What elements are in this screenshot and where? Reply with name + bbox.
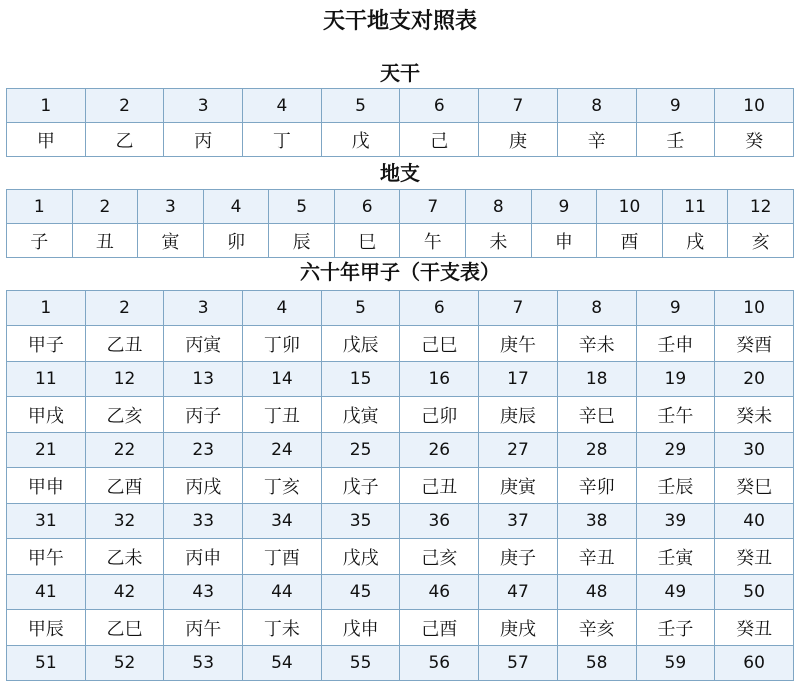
jiazi-name-row: [7, 539, 794, 575]
number-cell: 52: [85, 646, 164, 681]
name-cell: 癸巳: [715, 468, 794, 504]
number-cell: 51: [7, 646, 86, 681]
number-cell: 32: [85, 504, 164, 539]
name-cell: 庚辰: [479, 397, 558, 433]
name-cell: 辛丑: [557, 539, 636, 575]
number-cell: 54: [243, 646, 322, 681]
number-cell: 31: [7, 504, 86, 539]
number-cell: 19: [636, 362, 715, 397]
name-cell: 甲子: [7, 326, 86, 362]
number-cell: 10: [597, 190, 663, 224]
dizhi-table: [6, 189, 794, 258]
name-cell: 戊辰: [321, 326, 400, 362]
number-cell: 17: [479, 362, 558, 397]
name-cell: 庚午: [479, 326, 558, 362]
number-cell: 34: [243, 504, 322, 539]
name-cell: 丙子: [164, 397, 243, 433]
name-cell: 丙寅: [164, 326, 243, 362]
name-cell: 己: [400, 123, 479, 157]
jiazi-name-row: [7, 610, 794, 646]
number-cell: 26: [400, 433, 479, 468]
jiazi-number-row: [7, 433, 794, 468]
number-cell: 24: [243, 433, 322, 468]
number-cell: 11: [7, 362, 86, 397]
number-cell: 38: [557, 504, 636, 539]
number-cell: 15: [321, 362, 400, 397]
number-cell: 35: [321, 504, 400, 539]
name-cell: 辛巳: [557, 397, 636, 433]
number-cell: 22: [85, 433, 164, 468]
name-cell: 庚寅: [479, 468, 558, 504]
number-cell: 48: [557, 575, 636, 610]
dizhi-number-row: [7, 190, 794, 224]
number-cell: 3: [164, 89, 243, 123]
name-cell: 丙: [164, 123, 243, 157]
jiazi-number-row: [7, 362, 794, 397]
number-cell: 53: [164, 646, 243, 681]
number-cell: 9: [531, 190, 597, 224]
tiangan-number-row: [7, 89, 794, 123]
name-cell: 癸丑: [715, 539, 794, 575]
number-cell: 4: [243, 89, 322, 123]
name-cell: 辛卯: [557, 468, 636, 504]
name-cell: 辛亥: [557, 610, 636, 646]
name-cell: 戌: [662, 224, 728, 258]
number-cell: 44: [243, 575, 322, 610]
name-cell: 未: [466, 224, 532, 258]
number-cell: 28: [557, 433, 636, 468]
number-cell: 47: [479, 575, 558, 610]
tiangan-table: [6, 88, 794, 157]
name-cell: 乙: [85, 123, 164, 157]
number-cell: 20: [715, 362, 794, 397]
number-cell: 5: [321, 291, 400, 326]
name-cell: 甲: [7, 123, 86, 157]
jiazi-number-row: [7, 504, 794, 539]
tiangan-char-row: [7, 123, 794, 157]
jiazi-number-row: [7, 575, 794, 610]
number-cell: 14: [243, 362, 322, 397]
name-cell: 甲午: [7, 539, 86, 575]
jiazi-number-row: [7, 646, 794, 681]
number-cell: 56: [400, 646, 479, 681]
number-cell: 7: [479, 291, 558, 326]
name-cell: 癸酉: [715, 326, 794, 362]
name-cell: 癸丑: [715, 610, 794, 646]
name-cell: 戊寅: [321, 397, 400, 433]
number-cell: 40: [715, 504, 794, 539]
number-cell: 6: [400, 291, 479, 326]
name-cell: 戊: [321, 123, 400, 157]
name-cell: 子: [7, 224, 73, 258]
number-cell: 11: [662, 190, 728, 224]
number-cell: 33: [164, 504, 243, 539]
number-cell: 58: [557, 646, 636, 681]
number-cell: 10: [715, 89, 794, 123]
name-cell: 申: [531, 224, 597, 258]
name-cell: 巳: [334, 224, 400, 258]
name-cell: 丁卯: [243, 326, 322, 362]
name-cell: 辛: [557, 123, 636, 157]
number-cell: 49: [636, 575, 715, 610]
number-cell: 2: [85, 89, 164, 123]
name-cell: 丙申: [164, 539, 243, 575]
number-cell: 8: [557, 291, 636, 326]
name-cell: 甲戌: [7, 397, 86, 433]
name-cell: 午: [400, 224, 466, 258]
name-cell: 亥: [728, 224, 794, 258]
number-cell: 41: [7, 575, 86, 610]
number-cell: 4: [243, 291, 322, 326]
number-cell: 12: [85, 362, 164, 397]
name-cell: 庚子: [479, 539, 558, 575]
name-cell: 卯: [203, 224, 269, 258]
name-cell: 酉: [597, 224, 663, 258]
name-cell: 寅: [138, 224, 204, 258]
number-cell: 13: [164, 362, 243, 397]
number-cell: 42: [85, 575, 164, 610]
name-cell: 庚戌: [479, 610, 558, 646]
number-cell: 37: [479, 504, 558, 539]
number-cell: 5: [321, 89, 400, 123]
number-cell: 43: [164, 575, 243, 610]
number-cell: 1: [7, 89, 86, 123]
number-cell: 1: [7, 190, 73, 224]
name-cell: 丁: [243, 123, 322, 157]
name-cell: 戊子: [321, 468, 400, 504]
number-cell: 57: [479, 646, 558, 681]
number-cell: 27: [479, 433, 558, 468]
jiazi-name-row: [7, 468, 794, 504]
number-cell: 7: [400, 190, 466, 224]
number-cell: 60: [715, 646, 794, 681]
name-cell: 辰: [269, 224, 335, 258]
name-cell: 壬午: [636, 397, 715, 433]
name-cell: 丁亥: [243, 468, 322, 504]
name-cell: 乙未: [85, 539, 164, 575]
number-cell: 29: [636, 433, 715, 468]
number-cell: 7: [479, 89, 558, 123]
number-cell: 6: [334, 190, 400, 224]
dizhi-heading: 地支: [380, 161, 420, 185]
number-cell: 12: [728, 190, 794, 224]
jiazi-heading: 六十年甲子（干支表）: [300, 260, 500, 284]
number-cell: 10: [715, 291, 794, 326]
name-cell: 辛未: [557, 326, 636, 362]
name-cell: 壬辰: [636, 468, 715, 504]
name-cell: 己丑: [400, 468, 479, 504]
name-cell: 丙午: [164, 610, 243, 646]
page-title: 天干地支对照表: [322, 9, 477, 34]
name-cell: 癸: [715, 123, 794, 157]
name-cell: 癸未: [715, 397, 794, 433]
name-cell: 丁酉: [243, 539, 322, 575]
number-cell: 9: [636, 89, 715, 123]
name-cell: 甲辰: [7, 610, 86, 646]
number-cell: 39: [636, 504, 715, 539]
name-cell: 壬寅: [636, 539, 715, 575]
number-cell: 8: [466, 190, 532, 224]
number-cell: 2: [72, 190, 138, 224]
name-cell: 甲申: [7, 468, 86, 504]
name-cell: 己酉: [400, 610, 479, 646]
number-cell: 18: [557, 362, 636, 397]
name-cell: 丑: [72, 224, 138, 258]
number-cell: 23: [164, 433, 243, 468]
tiangan-heading: 天干: [380, 61, 420, 85]
number-cell: 46: [400, 575, 479, 610]
name-cell: 己卯: [400, 397, 479, 433]
name-cell: 乙亥: [85, 397, 164, 433]
number-cell: 59: [636, 646, 715, 681]
number-cell: 4: [203, 190, 269, 224]
dizhi-char-row: [7, 224, 794, 258]
name-cell: 戊戌: [321, 539, 400, 575]
name-cell: 戊申: [321, 610, 400, 646]
number-cell: 3: [138, 190, 204, 224]
name-cell: 丁丑: [243, 397, 322, 433]
number-cell: 36: [400, 504, 479, 539]
name-cell: 庚: [479, 123, 558, 157]
name-cell: 丁未: [243, 610, 322, 646]
name-cell: 丙戌: [164, 468, 243, 504]
number-cell: 2: [85, 291, 164, 326]
name-cell: 乙酉: [85, 468, 164, 504]
name-cell: 己巳: [400, 326, 479, 362]
number-cell: 9: [636, 291, 715, 326]
name-cell: 乙巳: [85, 610, 164, 646]
number-cell: 50: [715, 575, 794, 610]
name-cell: 壬申: [636, 326, 715, 362]
number-cell: 45: [321, 575, 400, 610]
number-cell: 5: [269, 190, 335, 224]
number-cell: 3: [164, 291, 243, 326]
name-cell: 壬子: [636, 610, 715, 646]
name-cell: 乙丑: [85, 326, 164, 362]
jiazi-name-row: [7, 397, 794, 433]
jiazi-number-row: [7, 291, 794, 326]
jiazi-name-row: [7, 326, 794, 362]
number-cell: 25: [321, 433, 400, 468]
number-cell: 55: [321, 646, 400, 681]
name-cell: 壬: [636, 123, 715, 157]
number-cell: 30: [715, 433, 794, 468]
number-cell: 21: [7, 433, 86, 468]
number-cell: 16: [400, 362, 479, 397]
number-cell: 6: [400, 89, 479, 123]
name-cell: 己亥: [400, 539, 479, 575]
jiazi-table: [6, 290, 794, 681]
number-cell: 1: [7, 291, 86, 326]
number-cell: 8: [557, 89, 636, 123]
